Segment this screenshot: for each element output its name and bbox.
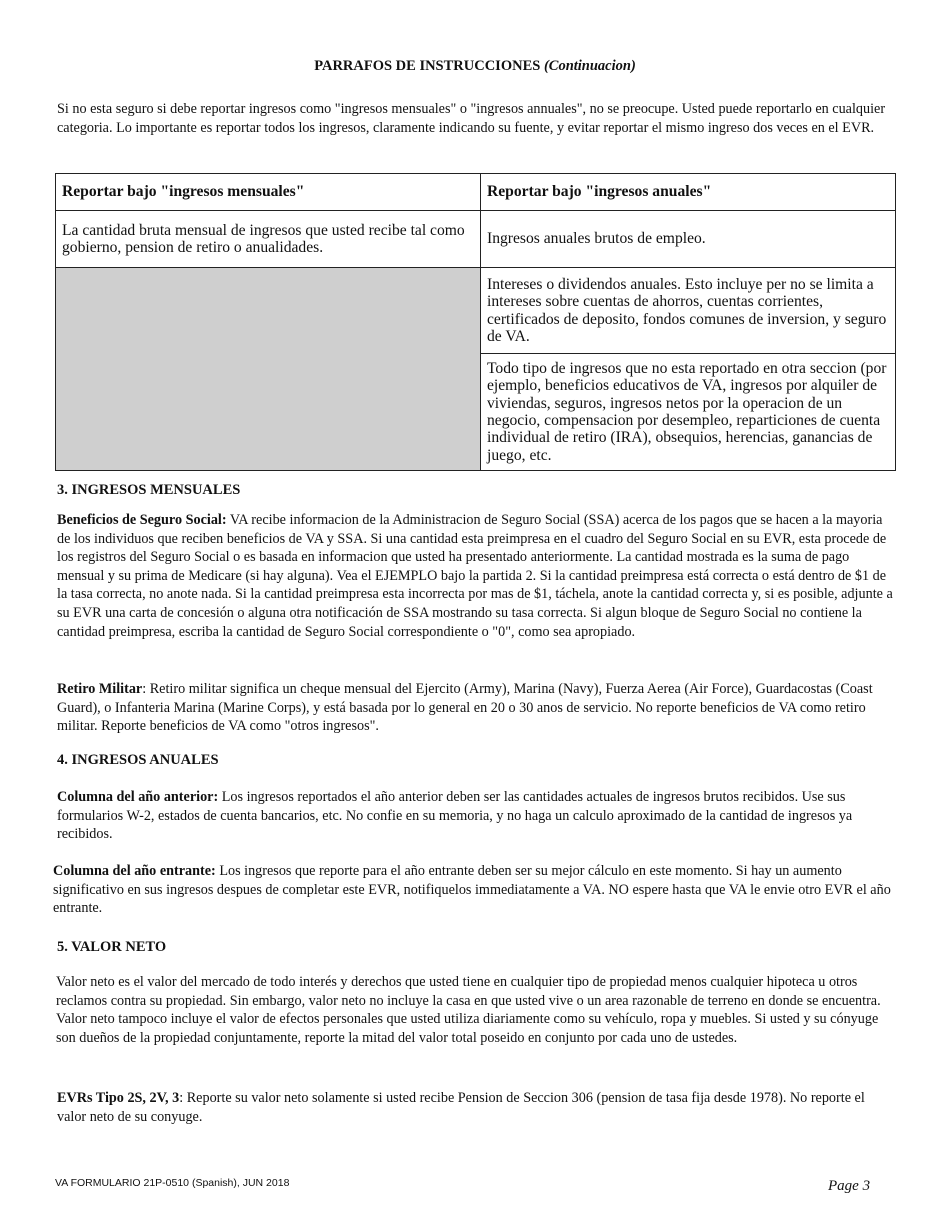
intro-paragraph: Si no esta seguro si debe reportar ingresos como "ingresos mensuales" o "ingresos annuales", no se preocupe. Usted puede reportarlo en cualquier categoria. Lo importante es reportar todos los ingresos, claramente indicando su fuente, y evitar reportar el mismo ingreso dos veces en el EVR. <box>57 101 886 136</box>
military-retirement-text: : Retiro militar significa un cheque mensual del Ejercito (Army), Marina (Navy), Fuerza Aerea (Air Force), Guardacostas (Coast Guard), o Infanteria Marina (Marine Corps), y está basada por lo general en 20 o 30 anos de servicio. No reporte beneficios de VA como retiro militar. Reporte beneficios de VA como "otros ingresos". <box>57 681 873 735</box>
form-identifier: VA FORMULARIO 21P-0510 (Spanish), JUN 2018 <box>55 1177 290 1189</box>
next-year-label: Columna del año entrante: <box>53 863 216 879</box>
military-retirement-label: Retiro Militar <box>57 681 143 697</box>
previous-year-text: Los ingresos reportados el año anterior deben ser las cantidades actuales de ingresos brutos recibidos. Use sus formularios W-2, estados de cuenta bancarios, etc. No confie en su memoria, y no haga un calculo aproximado de la cantidad de ingresos ya recibidos. <box>57 789 853 843</box>
header-annual: Reportar bajo "ingresos anuales" <box>481 174 896 211</box>
section-5-heading: 5. VALOR NETO <box>57 939 167 955</box>
table-row <box>56 211 896 268</box>
income-table <box>55 173 896 471</box>
title-suffix: (Continuacion) <box>543 58 636 74</box>
annual-cell: Todo tipo de ingresos que no esta reportado en otra seccion (por ejemplo, beneficios educativos de VA, ingresos por alquiler de viviendas, seguros, ingresos netos por la operacion de un negocio, compensacion por desempleo, reparticiones de cuenta individual de retiro (IRA), obsequios, herencias, ganancias de juego, etc. <box>481 354 896 471</box>
table-row <box>56 268 896 354</box>
previous-year-paragraph <box>57 788 895 844</box>
page-number: Page 3 <box>828 1178 871 1194</box>
monthly-cell: La cantidad bruta mensual de ingresos que usted recibe tal como gobierno, pension de retiro o anualidades. <box>56 211 481 268</box>
next-year-paragraph <box>53 862 898 918</box>
evr-types-paragraph <box>57 1089 897 1126</box>
annual-cell: Intereses o dividendos anuales. Esto incluye per no se limita a intereses sobre cuentas de ahorros, cuentas corrientes, certificados de deposito, fondos comunes de inversion, y seguro de VA. <box>481 268 896 354</box>
shaded-empty-cell <box>56 268 481 471</box>
previous-year-label: Columna del año anterior: <box>57 789 219 805</box>
page-title: PARRAFOS DE INSTRUCCIONES (Continuacion) <box>314 58 636 74</box>
social-security-label: Beneficios de Seguro Social: <box>57 512 227 528</box>
annual-cell: Ingresos anuales brutos de empleo. <box>481 211 896 268</box>
section-4-heading: 4. INGRESOS ANUALES <box>57 752 219 768</box>
evr-types-text: : Reporte su valor neto solamente si usted recibe Pension de Seccion 306 (pension de tasa fija desde 1978). No reporte el valor neto de su conyuge. <box>57 1090 865 1125</box>
next-year-text: Los ingresos que reporte para el año entrante deben ser su mejor cálculo en este momento. Si hay un aumento significativo en sus ingresos despues de completar este EVR, notifiquelos immediatamente a VA. NO espere hasta que VA le envie otro EVR el año entrante. <box>53 863 891 917</box>
net-worth-paragraph: Valor neto es el valor del mercado de todo interés y derechos que usted tiene en cualquier tipo de propiedad menos cualquier hipoteca u otros reclamos contra su propiedad. Sin embargo, valor neto no incluye la casa en que usted vive o un area razonable de terreno en donde se encuentra. Valor neto tampoco incluye el valor de efectos personales que usted utiliza diariamente como su vehículo, ropa y muebles. Si usted y su cónyuge son dueños de la propiedad conjuntamente, reporte la mitad del valor total poseido en conjunto por cada uno de ustedes. <box>56 974 881 1046</box>
table-header-row <box>56 174 896 211</box>
header-monthly: Reportar bajo "ingresos mensuales" <box>56 174 481 211</box>
evr-types-label: EVRs Tipo 2S, 2V, 3 <box>57 1090 180 1106</box>
social-security-text: VA recibe informacion de la Administracion de Seguro Social (SSA) acerca de los pagos que se hacen a la mayoria de los individuos que reciben beneficios de VA y SSA. Si una cantidad esta preimpresa en el cuadro del Seguro Social en su EVR, esta procede de los registros del Seguro Social o es basada en informacion que usted ha presentado anteriormente. La cantidad mostrada es la suma de pago mensual y su prima de Medicare (si hay alguna). Vea el EJEMPLO bajo la partida 2. Si la cantidad preimpresa está correcta o está dentro de $1 de la tasa correcta, no anote nada. Si la cantidad preimpresa esta incorrecta por mas de $1, táchela, anote la cantidad correcta y, si es posible, adjunte a su EVR una carta de concesión o alguna otra notificación de SSA mostrando su tasa correcta. Si algun bloque de Seguro Social no contiene la cantidad preimpresa, escriba la cantidad de Seguro Social correspondiente o "0", como sea apropiado. <box>57 512 893 640</box>
social-security-paragraph <box>57 511 899 641</box>
section-3-heading: 3. INGRESOS MENSUALES <box>57 482 241 498</box>
military-retirement-paragraph <box>57 680 897 736</box>
